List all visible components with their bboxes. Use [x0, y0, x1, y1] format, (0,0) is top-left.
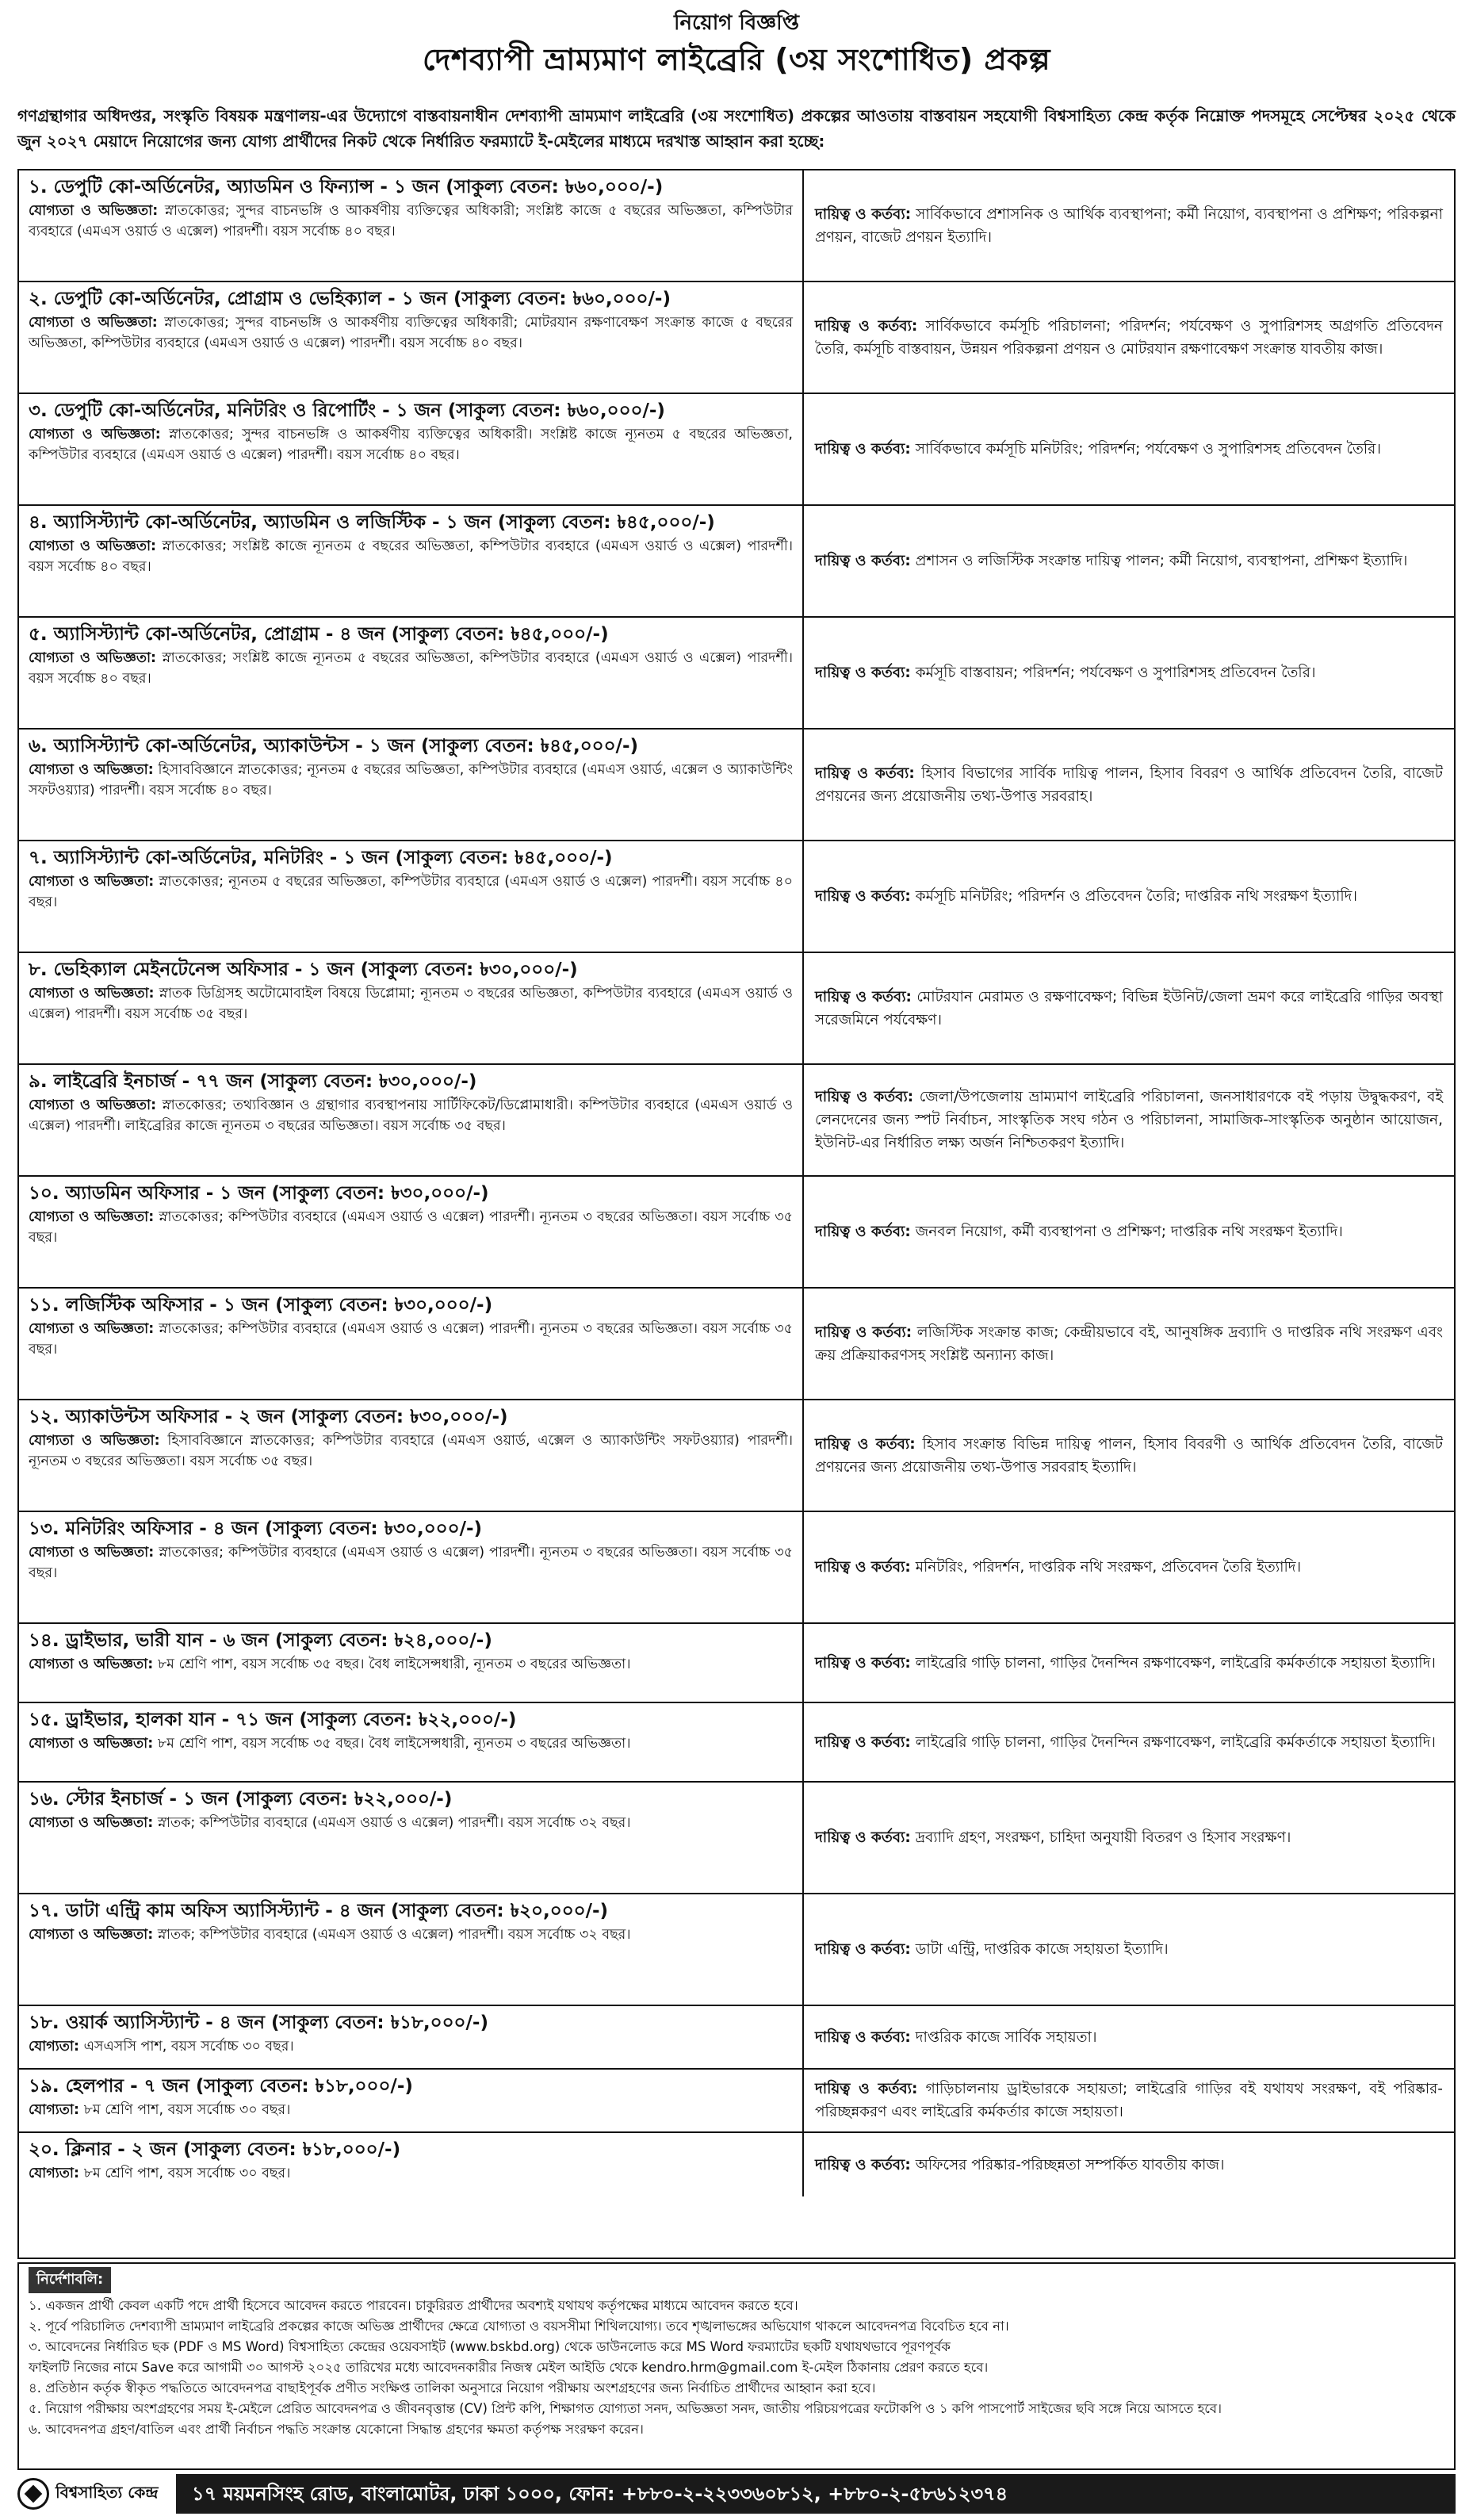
position-title: ৯. লাইব্রেরি ইনচার্জ - ৭৭ জন (সাকুল্য বেতন: ৳৩০,০০০/-)	[29, 1071, 477, 1092]
intro-project-name: দেশব্যাপী ভ্রাম্যমাণ লাইব্রেরি (৩য় সংশোধিত) প্রকল্পের	[504, 106, 851, 125]
position-details	[19, 506, 804, 616]
qualification-label: যোগ্যতা ও অভিজ্ঞতা:	[29, 1815, 154, 1831]
instructions-list	[29, 2296, 1444, 2440]
qualification-label: যোগ্যতা ও অভিজ্ঞতা:	[29, 1433, 160, 1449]
position-title: ১৩. মনিটরিং অফিসার - ৪ জন (সাকুল্য বেতন: ৳৩০,০০০/-)	[29, 1519, 483, 1539]
qualification-text: স্নাতকোত্তর; ন্যূনতম ৫ বছরের অভিজ্ঞতা, কম্পিউটার ব্যবহারে (এমএস ওয়ার্ড ও এক্সেল) পারদর্শী। বয়স সর্বোচ্চ ৪০ বছর।	[29, 874, 793, 910]
qualification-text: স্নাতকোত্তর; সংশ্লিষ্ট কাজে ন্যূনতম ৫ বছরের অভিজ্ঞতা, কম্পিউটার ব্যবহারে (এমএস ওয়ার্ড ও এক্সেল) পারদর্শী। বয়স সর্বোচ্চ ৪০ বছর।	[29, 538, 793, 575]
position-qualification	[29, 1654, 793, 1675]
position-title: ২. ডেপুটি কো-অর্ডিনেটর, প্রোগ্রাম ও ভেহিক্যাল - ১ জন (সাকুল্য বেতন: ৳৬০,০০০/-)	[29, 289, 671, 309]
duty-label: দায়িত্ব ও কর্তব্য:	[815, 2156, 911, 2173]
instructions-box	[17, 2262, 1456, 2470]
position-title: ৮. ভেহিক্যাল মেইনটেনেন্স অফিসার - ১ জন (সাকুল্য বেতন: ৳৩০,০০০/-)	[29, 959, 578, 980]
qualification-text: স্নাতকোত্তর; তথ্যবিজ্ঞান ও গ্রন্থাগার ব্যবস্থাপনায় সার্টিফিকেট/ডিপ্লোমাধারী। কম্পিউটার ব্যবহারে (এমএস ওয়ার্ড ও এক্সেল) পারদর্শী। লাইব্রেরির কাজে ন্যূনতম ৩ বছরের অভিজ্ঞতা। বয়স সর্বোচ্চ ৩৫ বছর।	[29, 1097, 793, 1134]
duty-text: সার্বিকভাবে কর্মসূচি পরিচালনা; পরিদর্শন; পর্যবেক্ষণ ও সুপারিশসহ অগ্রগতি প্রতিবেদন তৈরি, কর্মসূচি বাস্তবায়ন, উন্নয়ন পরিকল্পনা প্রণয়ন ও মোটরযান রক্ষণাবেক্ষণ সংক্রান্ত যাবতীয় কাজ।	[815, 317, 1443, 358]
position-row	[19, 1177, 1454, 1289]
position-title: ১৬. স্টোর ইনচার্জ - ১ জন (সাকুল্য বেতন: ৳২২,০০০/-)	[29, 1789, 453, 1810]
position-details	[19, 1703, 804, 1781]
position-title: ১. ডেপুটি কো-অর্ডিনেটর, অ্যাডমিন ও ফিন্যান্স - ১ জন (সাকুল্য বেতন: ৳৬০,০০০/-)	[29, 177, 664, 197]
qualification-text: স্নাতক; কম্পিউটার ব্যবহারে (এমএস ওয়ার্ড ও এক্সেল) পারদর্শী। বয়স সর্বোচ্চ ৩২ বছর।	[157, 1815, 631, 1831]
qualification-text: ৮ম শ্রেণি পাশ, বয়স সর্বোচ্চ ৩৫ বছর। বৈধ লাইসেন্সধারী, ন্যূনতম ৩ বছরের অভিজ্ঞতা।	[157, 1736, 631, 1752]
duty-label: দায়িত্ব ও কর্তব্য:	[815, 2081, 918, 2097]
position-duties	[804, 2006, 1454, 2068]
position-duties	[804, 1065, 1454, 1175]
duty-text: হিসাব সংক্রান্ত বিভিন্ন দায়িত্ব পালন, হিসাব বিবরণী ও আর্থিক প্রতিবেদন তৈরি, বাজেট প্রণয়নের জন্য প্রয়োজনীয় তথ্য-উপাত্ত সরবরাহ ইত্যাদি।	[815, 1435, 1443, 1476]
position-qualification	[29, 1542, 793, 1584]
position-row	[19, 1894, 1454, 2006]
duties-text-block	[815, 1938, 1169, 1961]
duties-text-block	[815, 1652, 1436, 1675]
qualification-label: যোগ্যতা ও অভিজ্ঞতা:	[29, 1321, 155, 1337]
position-qualification	[29, 1430, 793, 1472]
position-title: ১৮. ওয়ার্ক অ্যাসিস্ট্যান্ট - ৪ জন (সাকুল্য বেতন: ৳১৮,০০০/-)	[29, 2013, 488, 2033]
position-duties	[804, 506, 1454, 616]
duty-label: দায়িত্ব ও কর্তব্য:	[815, 1654, 911, 1672]
duties-text-block	[815, 1220, 1343, 1243]
duty-label: দায়িত্ব ও কর্তব্য:	[815, 988, 912, 1005]
position-duties	[804, 394, 1454, 504]
qualification-text: স্নাতকোত্তর; সুন্দর বাচনভঙ্গি ও আকর্ষণীয় ব্যক্তিত্বের অধিকারী। সংশ্লিষ্ট কাজে ন্যূনতম ৫ বছরের অভিজ্ঞতা, কম্পিউটার ব্যবহারে (এমএস ওয়ার্ড ও এক্সেল) পারদর্শী। বয়স সর্বোচ্চ ৪০ বছর।	[29, 427, 793, 463]
position-qualification	[29, 648, 793, 689]
position-details	[19, 170, 804, 281]
intro-text-2: আওতায় বাস্তবায়ন সহযোগী বিশ্বসাহিত্য কেন্দ্র কর্তৃক নিম্নোক্ত পদসমূহে সেপ্টেম্বর ২০২৫ থেকে জুন ২০২৭ মেয়াদে নিয়োগের জন্য যোগ্য প্রার্থীদের নিকট থেকে নির্ধারিত ফরম্যাটে ই-মেইলের মাধ্যমে দরখাস্ত আহ্বান করা হচ্ছে:	[17, 106, 1456, 151]
qualification-label: যোগ্যতা ও অভিজ্ঞতা:	[29, 1927, 154, 1943]
position-duties	[804, 2133, 1454, 2196]
position-details	[19, 1624, 804, 1702]
position-qualification	[29, 760, 793, 801]
position-qualification	[29, 983, 793, 1024]
position-row	[19, 730, 1454, 841]
logo-text: বিশ্বসাহিত্য কেন্দ্র	[55, 2482, 159, 2502]
duties-text-block	[815, 203, 1443, 249]
position-qualification	[29, 536, 793, 577]
qualification-text: হিসাববিজ্ঞানে স্নাতকোত্তর; ন্যূনতম ৫ বছরের অভিজ্ঞতা, কম্পিউটার ব্যবহারে (এমএস ওয়ার্ড, এক্সেল ও অ্যাকাউন্টিং সফটওয়্যার) পারদর্শী। বয়স সর্বোচ্চ ৪০ বছর।	[29, 762, 793, 799]
qualification-text: ৮ম শ্রেণি পাশ, বয়স সর্বোচ্চ ৩০ বছর।	[83, 2102, 291, 2118]
qualification-label: যোগ্যতা ও অভিজ্ঞতা:	[29, 874, 155, 890]
duty-label: দায়িত্ব ও কর্তব্য:	[815, 1089, 914, 1105]
instruction-item: ৩. আবেদনের নির্ধারিত ছক (PDF ও MS Word) বিশ্বসাহিত্য কেন্দ্রের ওয়েবসাইট (www.bskbd.org) থেকে ডাউনলোড করে MS Word ফরম্যাটের ছকটি যথাযথভাবে পূরণপূর্বক	[29, 2339, 951, 2354]
duties-text-block	[815, 1321, 1443, 1367]
duty-text: দাপ্তরিক কাজে সার্বিক সহায়তা।	[915, 2028, 1097, 2046]
footer	[17, 2474, 1456, 2514]
qualification-label: যোগ্যতা ও অভিজ্ঞতা:	[29, 762, 154, 778]
duty-label: দায়িত্ব ও কর্তব্য:	[815, 1559, 911, 1576]
qualification-text: স্নাতকোত্তর; কম্পিউটার ব্যবহারে (এমএস ওয়ার্ড ও এক্সেল) পারদর্শী। ন্যূনতম ৩ বছরের অভিজ্ঞতা। বয়স সর্বোচ্চ ৩৫ বছর।	[29, 1321, 793, 1358]
position-row	[19, 1624, 1454, 1703]
position-duties	[804, 1177, 1454, 1287]
duties-text-block	[815, 2078, 1443, 2124]
position-duties	[804, 1894, 1454, 2005]
position-row	[19, 1703, 1454, 1783]
qualification-text: ৮ম শ্রেণি পাশ, বয়স সর্বোচ্চ ৩০ বছর।	[83, 2166, 291, 2181]
position-qualification	[29, 312, 793, 354]
position-title: ১২. অ্যাকাউন্টস অফিসার - ২ জন (সাকুল্য বেতন: ৳৩০,০০০/-)	[29, 1407, 508, 1427]
position-row	[19, 2070, 1454, 2133]
qualification-label: যোগ্যতা ও অভিজ্ঞতা:	[29, 1656, 154, 1672]
qualification-text: ৮ম শ্রেণি পাশ, বয়স সর্বোচ্চ ৩৫ বছর। বৈধ লাইসেন্সধারী, ন্যূনতম ৩ বছরের অভিজ্ঞতা।	[157, 1656, 631, 1672]
duty-label: দায়িত্ব ও কর্তব্য:	[815, 317, 918, 335]
position-details	[19, 2070, 804, 2131]
position-duties	[804, 1624, 1454, 1702]
position-qualification	[29, 1319, 793, 1360]
duty-label: দায়িত্ব ও কর্তব্য:	[815, 2028, 911, 2046]
duties-text-block	[815, 762, 1443, 808]
duties-text-block	[815, 2154, 1225, 2177]
position-duties	[804, 170, 1454, 281]
qualification-label: যোগ্যতা ও অভিজ্ঞতা:	[29, 1209, 155, 1225]
qualification-label: যোগ্যতা ও অভিজ্ঞতা:	[29, 1097, 157, 1113]
qualification-label: যোগ্যতা:	[29, 2102, 80, 2118]
position-row	[19, 953, 1454, 1065]
duty-text: ডাটা এন্ট্রি, দাপ্তরিক কাজে সহায়তা ইত্যাদি।	[915, 1941, 1169, 1958]
position-qualification	[29, 871, 793, 913]
duty-text: অফিসের পরিষ্কার-পরিচ্ছন্নতা সম্পর্কিত যাবতীয় কাজ।	[915, 2156, 1225, 2173]
position-row	[19, 618, 1454, 730]
position-title: ৩. ডেপুটি কো-অর্ডিনেটর, মনিটরিং ও রিপোর্টিং - ১ জন (সাকুল্য বেতন: ৳৬০,০০০/-)	[29, 400, 665, 421]
position-duties	[804, 1783, 1454, 1893]
position-duties	[804, 1289, 1454, 1399]
duty-label: দায়িত্ব ও কর্তব্য:	[815, 1941, 911, 1958]
position-qualification	[29, 1813, 793, 1833]
position-qualification	[29, 1924, 793, 1945]
intro-paragraph	[17, 103, 1456, 154]
duty-text: মনিটরিং, পরিদর্শন, দাপ্তরিক নথি সংরক্ষণ, প্রতিবেদন তৈরি ইত্যাদি।	[915, 1559, 1302, 1576]
qualification-label: যোগ্যতা ও অভিজ্ঞতা:	[29, 1736, 154, 1752]
position-qualification	[29, 2100, 793, 2120]
qualification-label: যোগ্যতা:	[29, 2039, 80, 2055]
duty-label: দায়িত্ব ও কর্তব্য:	[815, 1733, 911, 1751]
duty-text: লজিস্টিক সংক্রান্ত কাজ; কেন্দ্রীয়ভাবে বই, আনুষঙ্গিক দ্রব্যাদি ও দাপ্তরিক নথি সংরক্ষণ এবং ক্রয় প্রক্রিয়াকরণসহ সংশ্লিষ্ট অন্যান্য কাজ।	[815, 1323, 1443, 1364]
position-qualification	[29, 424, 793, 465]
position-title: ১৪. ড্রাইভার, ভারী যান - ৬ জন (সাকুল্য বেতন: ৳২৪,০০০/-)	[29, 1630, 492, 1651]
position-row	[19, 1065, 1454, 1177]
position-title: ১১. লজিস্টিক অফিসার - ১ জন (সাকুল্য বেতন: ৳৩০,০০০/-)	[29, 1295, 493, 1316]
instruction-item: ৪. প্রতিষ্ঠান কর্তৃক স্বীকৃত পদ্ধতিতে আবেদনপত্র বাছাইপূর্বক প্রণীত সংক্ষিপ্ত তালিকা অনুসারে নিয়োগ পরীক্ষায় অংশগ্রহণের জন্য নির্বাচিত প্রার্থীদের আহ্বান করা হবে।	[29, 2380, 876, 2396]
duties-text-block	[815, 1433, 1443, 1479]
qualification-label: যোগ্যতা ও অভিজ্ঞতা:	[29, 315, 158, 331]
qualification-label: যোগ্যতা ও অভিজ্ঞতা:	[29, 538, 157, 554]
qualification-text: স্নাতকোত্তর; সুন্দর বাচনভঙ্গি ও আকর্ষণীয় ব্যক্তিত্বের অধিকারী; সংশ্লিষ্ট কাজে ৫ বছরের অভিজ্ঞতা, কম্পিউটার ব্যবহারে (এমএস ওয়ার্ড ও এক্সেল) পারদর্শী। বয়স সর্বোচ্চ ৪০ বছর।	[29, 203, 793, 239]
instruction-item: ৬. আবেদনপত্র গ্রহণ/বাতিল এবং প্রার্থী নির্বাচন পদ্ধতি সংক্রান্ত যেকোনো সিদ্ধান্ত গ্রহণের ক্ষমতা কর্তৃপক্ষ সংরক্ষণ করেন।	[29, 2422, 644, 2437]
instructions-heading: নির্দেশাবলি:	[29, 2267, 111, 2293]
position-row	[19, 1512, 1454, 1624]
position-duties	[804, 282, 1454, 393]
duty-label: দায়িত্ব ও কর্তব্য:	[815, 205, 912, 223]
duty-text: কর্মসূচি বাস্তবায়ন; পরিদর্শন; পর্যবেক্ষণ ও সুপারিশসহ প্রতিবেদন তৈরি।	[915, 664, 1316, 681]
instruction-item: ১. একজন প্রার্থী কেবল একটি পদে প্রার্থী হিসেবে আবেদন করতে পারবেন। চাকুরিরত প্রার্থীদের অবশ্যই যথাযথ কর্তৃপক্ষের মাধ্যমে আবেদন করতে হবে।	[29, 2298, 798, 2313]
duty-text: দ্রব্যাদি গ্রহণ, সংরক্ষণ, চাহিদা অনুযায়ী বিতরণ ও হিসাব সংরক্ষণ।	[915, 1829, 1291, 1846]
position-row	[19, 1289, 1454, 1400]
position-row	[19, 282, 1454, 394]
duty-label: দায়িত্ব ও কর্তব্য:	[815, 664, 911, 681]
duties-text-block	[815, 1086, 1443, 1155]
position-row	[19, 170, 1454, 282]
duty-text: গাড়িচালনায় ড্রাইভারকে সহায়তা; লাইব্রেরি গাড়ির বই যথাযথ সংরক্ষণ, বই পরিষ্কার-পরিচ্ছন্নকরণ এবং লাইব্রেরি কর্মকর্তার কাজে সহায়তা।	[815, 2081, 1443, 2120]
duties-text-block	[815, 661, 1316, 684]
position-details	[19, 1894, 804, 2005]
duties-text-block	[815, 438, 1381, 461]
duties-text-block	[815, 1556, 1301, 1579]
duty-label: দায়িত্ব ও কর্তব্য:	[815, 1829, 911, 1846]
position-details	[19, 953, 804, 1063]
duty-label: দায়িত্ব ও কর্তব্য:	[815, 1435, 916, 1453]
duty-text: প্রশাসন ও লজিস্টিক সংক্রান্ত দায়িত্ব পালন; কর্মী নিয়োগ, ব্যবস্থাপনা, প্রশিক্ষণ ইত্যাদি।	[915, 553, 1408, 569]
header	[0, 0, 1473, 95]
duty-text: লাইব্রেরি গাড়ি চালনা, গাড়ির দৈনন্দিন রক্ষণাবেক্ষণ, লাইব্রেরি কর্মকর্তাকে সহায়তা ইত্যাদি।	[915, 1733, 1436, 1751]
position-duties	[804, 1512, 1454, 1622]
qualification-label: যোগ্যতা ও অভিজ্ঞতা:	[29, 427, 161, 442]
duty-text: সার্বিকভাবে প্রশাসনিক ও আর্থিক ব্যবস্থাপনা; কর্মী নিয়োগ, ব্যবস্থাপনা ও প্রশিক্ষণ; পরিকল্পনা প্রণয়ন, বাজেট প্রণয়ন ইত্যাদি।	[815, 205, 1443, 246]
position-details	[19, 394, 804, 504]
position-duties	[804, 2070, 1454, 2131]
intro-text-1: গণগ্রন্থাগার অধিদপ্তর, সংস্কৃতি বিষয়ক মন্ত্রণালয়-এর উদ্যোগে বাস্তবায়নাধীন	[17, 106, 505, 125]
duty-text: জনবল নিয়োগ, কর্মী ব্যবস্থাপনা ও প্রশিক্ষণ; দাপ্তরিক নথি সংরক্ষণ ইত্যাদি।	[915, 1224, 1343, 1240]
qualification-label: যোগ্যতা ও অভিজ্ঞতা:	[29, 203, 159, 219]
position-qualification	[29, 2036, 793, 2057]
qualification-text: স্নাতকোত্তর; সুন্দর বাচনভঙ্গি ও আকর্ষণীয় ব্যক্তিত্বের অধিকারী; মোটরযান রক্ষণাবেক্ষণ সংক্রান্ত কাজে ৫ বছরের অভিজ্ঞতা, কম্পিউটার ব্যবহারে (এমএস ওয়ার্ড ও এক্সেল) পারদর্শী। বয়স সর্বোচ্চ ৪০ বছর।	[29, 315, 793, 351]
position-title: ৪. অ্যাসিস্ট্যান্ট কো-অর্ডিনেটর, অ্যাডমিন ও লজিস্টিক - ১ জন (সাকুল্য বেতন: ৳৪৫,০০০/-)	[29, 512, 715, 533]
position-details	[19, 1289, 804, 1399]
footer-address: ১৭ ময়মনসিংহ রোড, বাংলামোটর, ঢাকা ১০০০, ফোন: +৮৮০-২-২২৩৩৬০৮১২, +৮৮০-২-৫৮৬১২৩৭৪	[176, 2474, 1456, 2514]
position-qualification	[29, 1207, 793, 1248]
duties-text-block	[815, 550, 1407, 573]
position-duties	[804, 1400, 1454, 1511]
position-qualification	[29, 1733, 793, 1754]
circular-title: দেশব্যাপী ভ্রাম্যমাণ লাইব্রেরি (৩য় সংশোধিত) প্রকল্প	[422, 42, 1050, 77]
duties-text-block	[815, 315, 1443, 361]
qualification-text: স্নাতক; কম্পিউটার ব্যবহারে (এমএস ওয়ার্ড ও এক্সেল) পারদর্শী। বয়স সর্বোচ্চ ৩২ বছর।	[157, 1927, 631, 1943]
position-duties	[804, 1703, 1454, 1781]
position-details	[19, 2133, 804, 2196]
position-duties	[804, 618, 1454, 728]
duties-text-block	[815, 986, 1443, 1032]
instruction-item: ৫. নিয়োগ পরীক্ষায় অংশগ্রহণের সময় ই-মেইলে প্রেরিত আবেদনপত্র ও জীবনবৃত্তান্ত (CV) প্রিন্ট কপি, শিক্ষাগত যোগ্যতা সনদ, অভিজ্ঞতা সনদ, জাতীয় পরিচয়পত্রের ফটোকপি ও ১ কপি পাসপোর্ট সাইজের ছবি সঙ্গে নিয়ে আসতে হবে।	[29, 2401, 1222, 2416]
position-title: ১৯. হেলপার - ৭ জন (সাকুল্য বেতন: ৳১৮,০০০/-)	[29, 2076, 413, 2097]
qualification-text: এসএসসি পাশ, বয়স সর্বোচ্চ ৩০ বছর।	[83, 2039, 294, 2055]
duty-label: দায়িত্ব ও কর্তব্য:	[815, 764, 915, 782]
duty-text: কর্মসূচি মনিটরিং; পরিদর্শন ও প্রতিবেদন তৈরি; দাপ্তরিক নথি সংরক্ষণ ইত্যাদি।	[915, 888, 1358, 905]
position-qualification	[29, 1095, 793, 1136]
position-title: ৫. অ্যাসিস্ট্যান্ট কো-অর্ডিনেটর, প্রোগ্রাম - ৪ জন (সাকুল্য বেতন: ৳৪৫,০০০/-)	[29, 624, 609, 645]
position-title: ৭. অ্যাসিস্ট্যান্ট কো-অর্ডিনেটর, মনিটরিং - ১ জন (সাকুল্য বেতন: ৳৪৫,০০০/-)	[29, 848, 613, 868]
qualification-label: যোগ্যতা ও অভিজ্ঞতা:	[29, 1545, 155, 1561]
positions-table	[17, 169, 1456, 2259]
duty-label: দায়িত্ব ও কর্তব্য:	[815, 1224, 911, 1240]
position-details	[19, 841, 804, 952]
qualification-text: হিসাববিজ্ঞানে স্নাতকোত্তর; কম্পিউটার ব্যবহারে (এমএস ওয়ার্ড, এক্সেল ও অ্যাকাউন্টিং সফটওয়্যার) পারদর্শী। ন্যূনতম ৩ বছরের অভিজ্ঞতা। বয়স সর্বোচ্চ ৩৫ বছর।	[29, 1433, 793, 1469]
qualification-label: যোগ্যতা:	[29, 2166, 80, 2181]
position-row	[19, 2006, 1454, 2070]
position-title: ৬. অ্যাসিস্ট্যান্ট কো-অর্ডিনেটর, অ্যাকাউন্টস - ১ জন (সাকুল্য বেতন: ৳৪৫,০০০/-)	[29, 736, 639, 756]
position-row	[19, 394, 1454, 506]
position-duties	[804, 841, 1454, 952]
position-details	[19, 618, 804, 728]
position-row	[19, 2133, 1454, 2196]
duty-label: দায়িত্ব ও কর্তব্য:	[815, 1323, 912, 1341]
duty-text: সার্বিকভাবে কর্মসূচি মনিটরিং; পরিদর্শন; পর্যবেক্ষণ ও সুপারিশসহ প্রতিবেদন তৈরি।	[915, 441, 1381, 458]
qualification-label: যোগ্যতা ও অভিজ্ঞতা:	[29, 650, 157, 666]
position-row	[19, 1400, 1454, 1512]
duty-label: দায়িত্ব ও কর্তব্য:	[815, 888, 911, 905]
qualification-text: স্নাতকোত্তর; সংশ্লিষ্ট কাজে ন্যূনতম ৫ বছরের অভিজ্ঞতা, কম্পিউটার ব্যবহারে (এমএস ওয়ার্ড ও এক্সেল) পারদর্শী। বয়স সর্বোচ্চ ৪০ বছর।	[29, 650, 793, 687]
duties-text-block	[815, 2026, 1097, 2049]
duty-text: লাইব্রেরি গাড়ি চালনা, গাড়ির দৈনন্দিন রক্ষণাবেক্ষণ, লাইব্রেরি কর্মকর্তাকে সহায়তা ইত্যাদি।	[915, 1654, 1436, 1672]
position-duties	[804, 730, 1454, 840]
position-row	[19, 506, 1454, 618]
logo-mark-icon	[17, 2478, 49, 2510]
duty-label: দায়িত্ব ও কর্তব্য:	[815, 441, 911, 458]
instruction-item: ফাইলটি নিজের নামে Save করে আগামী ৩০ আগস্ট ২০২৫ তারিখের মধ্যে আবেদনকারীর নিজস্ব মেইল আইডি থেকে kendro.hrm@gmail.com ই-মেইল ঠিকানায় প্রেরণ করতে হবে।	[29, 2360, 989, 2375]
position-title: ১৫. ড্রাইভার, হালকা যান - ৭১ জন (সাকুল্য বেতন: ৳২২,০০০/-)	[29, 1710, 517, 1730]
position-details	[19, 1065, 804, 1175]
duties-text-block	[815, 885, 1357, 908]
position-details	[19, 1177, 804, 1287]
qualification-text: স্নাতকোত্তর; কম্পিউটার ব্যবহারে (এমএস ওয়ার্ড ও এক্সেল) পারদর্শী। ন্যূনতম ৩ বছরের অভিজ্ঞতা। বয়স সর্বোচ্চ ৩৫ বছর।	[29, 1209, 793, 1246]
duty-text: জেলা/উপজেলায় ভ্রাম্যমাণ লাইব্রেরি পরিচালনা, জনসাধারণকে বই পড়ায় উদ্বুদ্ধকরণ, বই লেনদেনের জন্য স্পট নির্বাচন, সাংস্কৃতিক সংঘ গঠন ও পরিচালনা, সামাজিক-সাংস্কৃতিক অনুষ্ঠান আয়োজন, ইউনিট-এর নির্ধারিত লক্ষ্য অর্জন নিশ্চিতকরণ ইত্যাদি।	[815, 1089, 1443, 1151]
position-title: ১৭. ডাটা এন্ট্রি কাম অফিস অ্যাসিস্ট্যান্ট - ৪ জন (সাকুল্য বেতন: ৳২০,০০০/-)	[29, 1901, 609, 1921]
qualification-text: স্নাতকোত্তর; কম্পিউটার ব্যবহারে (এমএস ওয়ার্ড ও এক্সেল) পারদর্শী। ন্যূনতম ৩ বছরের অভিজ্ঞতা। বয়স সর্বোচ্চ ৩৫ বছর।	[29, 1545, 793, 1581]
position-qualification	[29, 2163, 793, 2184]
position-qualification	[29, 201, 793, 242]
instruction-item: ২. পূর্বে পরিচালিত দেশব্যাপী ভ্রাম্যমাণ লাইব্রেরি প্রকল্পের কাজে অভিজ্ঞ প্রার্থীদের ক্ষেত্রে যোগ্যতা ও বয়সসীমা শিথিলযোগ্য। তবে শৃঙ্খলাভঙ্গের অভিযোগ থাকলে আবেদনপত্র বিবেচিত হবে না।	[29, 2319, 1009, 2334]
qualification-label: যোগ্যতা ও অভিজ্ঞতা:	[29, 986, 155, 1001]
footer-logo	[17, 2474, 176, 2514]
duty-text: মোটরযান মেরামত ও রক্ষণাবেক্ষণ; বিভিন্ন ইউনিট/জেলা ভ্রমণ করে লাইব্রেরি গাড়ির অবস্থা সরেজমিনে পর্যবেক্ষণ।	[815, 988, 1443, 1028]
duty-text: হিসাব বিভাগের সার্বিক দায়িত্ব পালন, হিসাব বিবরণ ও আর্থিক প্রতিবেদন তৈরি, বাজেট প্রণয়নের জন্য প্রয়োজনীয় তথ্য-উপাত্ত সরবরাহ।	[815, 764, 1443, 805]
position-row	[19, 841, 1454, 953]
position-title: ২০. ক্লিনার - ২ জন (সাকুল্য বেতন: ৳১৮,০০০/-)	[29, 2139, 401, 2160]
position-details	[19, 1783, 804, 1893]
circular-kicker: নিয়োগ বিজ্ঞপ্তি	[674, 11, 799, 35]
duty-label: দায়িত্ব ও কর্তব্য:	[815, 553, 911, 569]
position-title: ১০. অ্যাডমিন অফিসার - ১ জন (সাকুল্য বেতন: ৳৩০,০০০/-)	[29, 1183, 489, 1204]
position-details	[19, 1512, 804, 1622]
position-row	[19, 1783, 1454, 1894]
position-details	[19, 1400, 804, 1511]
position-details	[19, 282, 804, 393]
duties-text-block	[815, 1826, 1291, 1849]
position-details	[19, 730, 804, 840]
position-duties	[804, 953, 1454, 1063]
duties-text-block	[815, 1731, 1436, 1754]
position-details	[19, 2006, 804, 2068]
qualification-text: স্নাতক ডিগ্রিসহ অটোমোবাইল বিষয়ে ডিপ্লোমা; ন্যূনতম ৩ বছরের অভিজ্ঞতা, কম্পিউটার ব্যবহারে (এমএস ওয়ার্ড ও এক্সেল) পারদর্শী। বয়স সর্বোচ্চ ৩৫ বছর।	[29, 986, 793, 1022]
